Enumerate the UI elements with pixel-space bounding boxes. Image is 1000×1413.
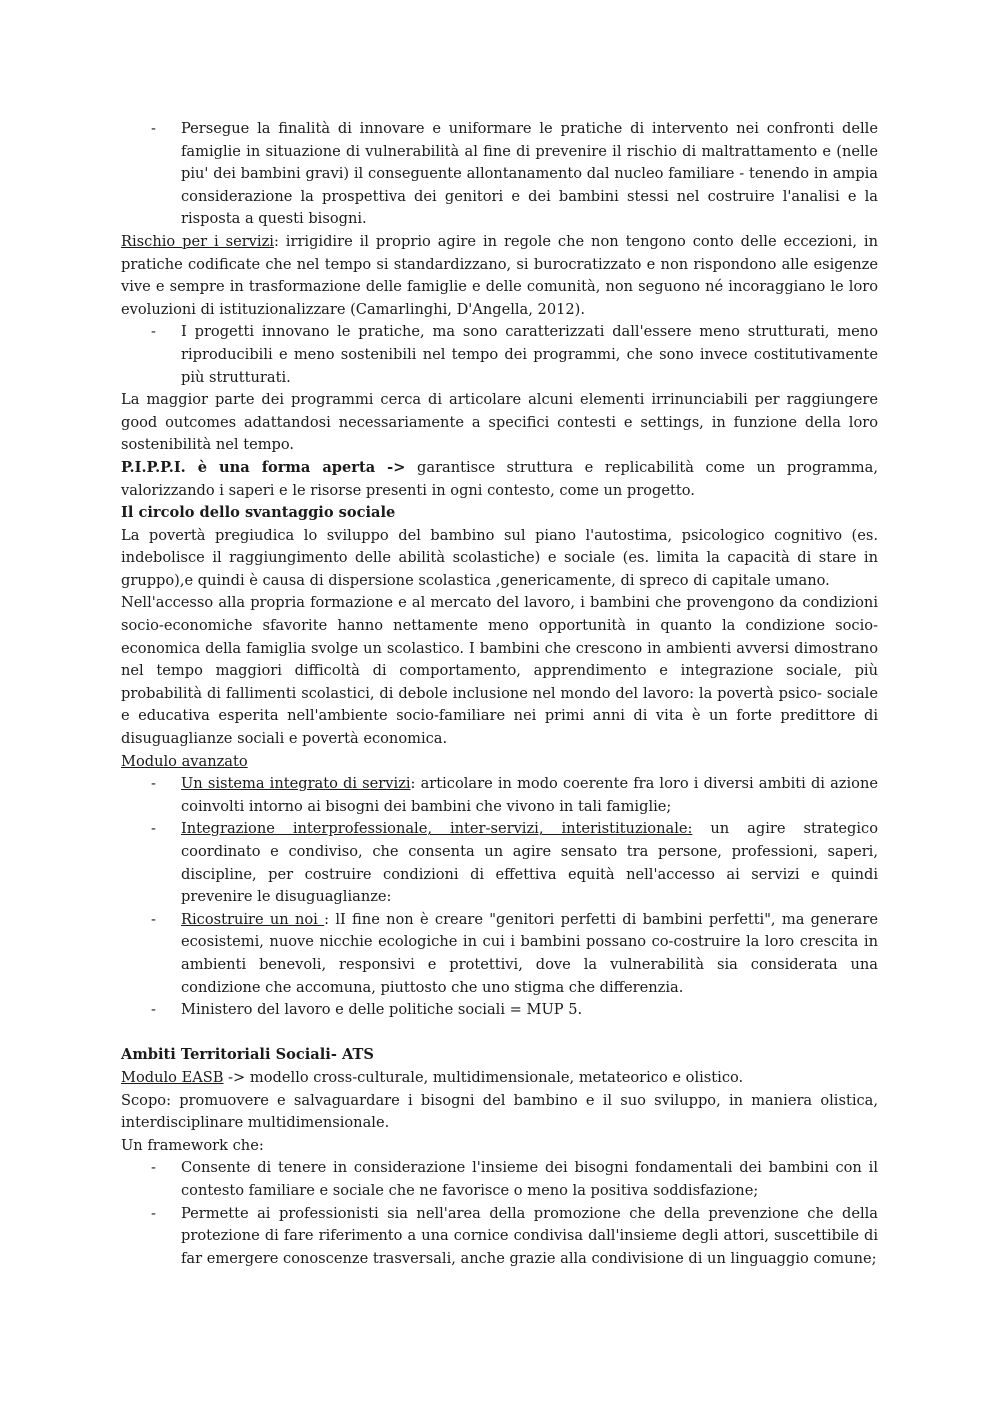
bullet-marker: - [151, 1001, 156, 1019]
item-text: : articolare in modo coerente fra loro i diversi ambiti di azione coinvolti intorno ai bisogni dei bambini che vivono in tali famiglie; [181, 775, 878, 815]
bullet-marker: - [151, 1204, 156, 1222]
circolo-paragraph-1: La povertà pregiudica lo sviluppo del bambino sul piano l'autostima, psicologico cognitivo (es. indebolisce il raggiungimento delle abilità scolastiche) e sociale (es. limita la capacità di stare in gruppo),e quindi è causa di dispersione scolastica ,genericamente, di spreco di capitale umano. [121, 526, 878, 589]
list-item [121, 1203, 878, 1271]
bullet-marker: - [151, 120, 156, 137]
ats-heading: Ambiti Territoriali Sociali- ATS [121, 1046, 374, 1064]
modulo-easb-label: Modulo EASB [121, 1068, 224, 1086]
item-text: Ministero del lavoro e delle politiche sociali = MUP 5. [181, 1001, 583, 1019]
item-label: Ricostruire un noi [181, 910, 325, 928]
bullet-marker: - [151, 775, 156, 793]
modulo-avanzato-list [121, 773, 878, 1022]
bullet-marker: - [151, 820, 156, 838]
modulo-easb-text: -> modello cross-culturale, multidimensionale, metateorico e olistico. [223, 1068, 744, 1086]
bullet-marker: - [151, 1159, 156, 1177]
circolo-heading: Il circolo dello svantaggio sociale [121, 504, 396, 522]
item-label: Un sistema integrato di servizi [181, 775, 411, 793]
document-page [121, 118, 878, 1270]
framework-list [121, 1157, 878, 1270]
item-text: un agire strategico coordinato e condiviso, che consenta un agire sensato tra persone, professioni, saperi, discipline, per costruire condizioni di effettiva equità nell'accesso ai servizi e quindi prevenire le disuguaglianze: [181, 820, 878, 906]
scopo-paragraph: Scopo: promuovere e salvaguardare i bisogni del bambino e il suo sviluppo, in maniera olistica, interdisciplinare multidimensionale. [121, 1091, 878, 1132]
rischio-bullet-list [121, 321, 878, 389]
circolo-paragraph-2: Nell'accesso alla propria formazione e al mercato del lavoro, i bambini che provengono da condizioni socio-economiche sfavorite hanno nettamente meno opportunità in quanto la condizione socio-economica della famiglia svolge un scolastico. I bambini che crescono in ambienti avversi dimostrano nel tempo maggiori difficoltà di comportamento, apprendimento e integrazione sociale, più probabilità di fallimenti scolastici, di debole inclusione nel mondo del lavoro: la povertà psico- sociale e educativa esperita nell'ambiente socio-familiare nei primi anni di vita è un forte predittore di disuguaglianze sociali e povertà economica. [121, 594, 878, 748]
list-item [121, 118, 878, 231]
bullet-text: I progetti innovano le pratiche, ma sono caratterizzati dall'essere meno strutturati, meno riproducibili e meno sostenibili nel tempo dei programmi, che sono invece costitutivamente più strutturati. [181, 323, 878, 386]
pippi-bold: P.I.P.P.I. è una forma aperta -> [121, 458, 406, 476]
modulo-easb-paragraph [121, 1067, 878, 1090]
list-item [121, 818, 878, 908]
list-item [121, 909, 878, 999]
pippi-paragraph [121, 457, 878, 502]
item-text: : lI fine non è creare "genitori perfetti di bambini perfetti", ma generare ecosistemi, nuove nicchie ecologiche in cui i bambini possano co-costruire la loro crescita in ambienti benevoli, responsivi e protettivi, dove la vulnerabilità sia considerata una condizione che accomuna, piuttosto che uno stigma che differenzia. [181, 910, 878, 996]
list-item [121, 1157, 878, 1202]
rischio-label: Rischio per i servizi [121, 232, 274, 250]
intro-bullet-list [121, 118, 878, 231]
list-item [121, 999, 878, 1022]
list-item [121, 773, 878, 818]
bullet-text: Persegue la finalità di innovare e uniformare le pratiche di intervento nei confronti delle famiglie in situazione di vulnerabilità al fine di prevenire il rischio di maltrattamento e (nelle piu' dei bambini gravi) il conseguente allontanamento dal nucleo familiare - tenendo in ampia considerazione la prospettiva dei genitori e dei bambini stessi nel costruire l'analisi e la risposta a questi bisogni. [181, 120, 878, 228]
programmi-paragraph: La maggior parte dei programmi cerca di articolare alcuni elementi irrinunciabili per raggiungere good outcomes adattandosi necessariamente a specifici contesti e settings, in funzione della loro sostenibilità nel tempo. [121, 391, 878, 454]
bullet-text: Consente di tenere in considerazione l'insieme dei bisogni fondamentali dei bambini con il contesto familiare e sociale che ne favorisce o meno la positiva soddisfazione; [181, 1159, 878, 1199]
bullet-marker: - [151, 323, 156, 341]
bullet-marker: - [151, 910, 156, 928]
rischio-paragraph [121, 231, 878, 321]
bullet-text: Permette ai professionisti sia nell'area della promozione che della prevenzione che della protezione di fare riferimento a una cornice condivisa dall'insieme degli attori, suscettibile di far emergere conoscenze trasversali, anche grazie alla condivisione di un linguaggio comune; [181, 1204, 878, 1267]
modulo-avanzato-heading: Modulo avanzato [121, 752, 248, 770]
pippi-text: garantisce struttura e replicabilità come un programma, valorizzando i saperi e le risorse presenti in ogni contesto, come un progetto. [121, 458, 878, 499]
section-spacer [121, 1022, 878, 1045]
list-item [121, 321, 878, 389]
rischio-text: : irrigidire il proprio agire in regole che non tengono conto delle eccezioni, in pratiche codificate che nel tempo si standardizzano, si burocratizzato e non rispondono alle esigenze vive e sempre in trasformazione delle famiglie e delle comunità, non seguono né incoraggiano le loro evoluzioni di istituzionalizzare (Camarlinghi, D'Angella, 2012). [121, 232, 878, 318]
item-label: Integrazione interprofessionale, inter-servizi, interistituzionale: [181, 820, 693, 838]
framework-intro: Un framework che: [121, 1136, 264, 1154]
